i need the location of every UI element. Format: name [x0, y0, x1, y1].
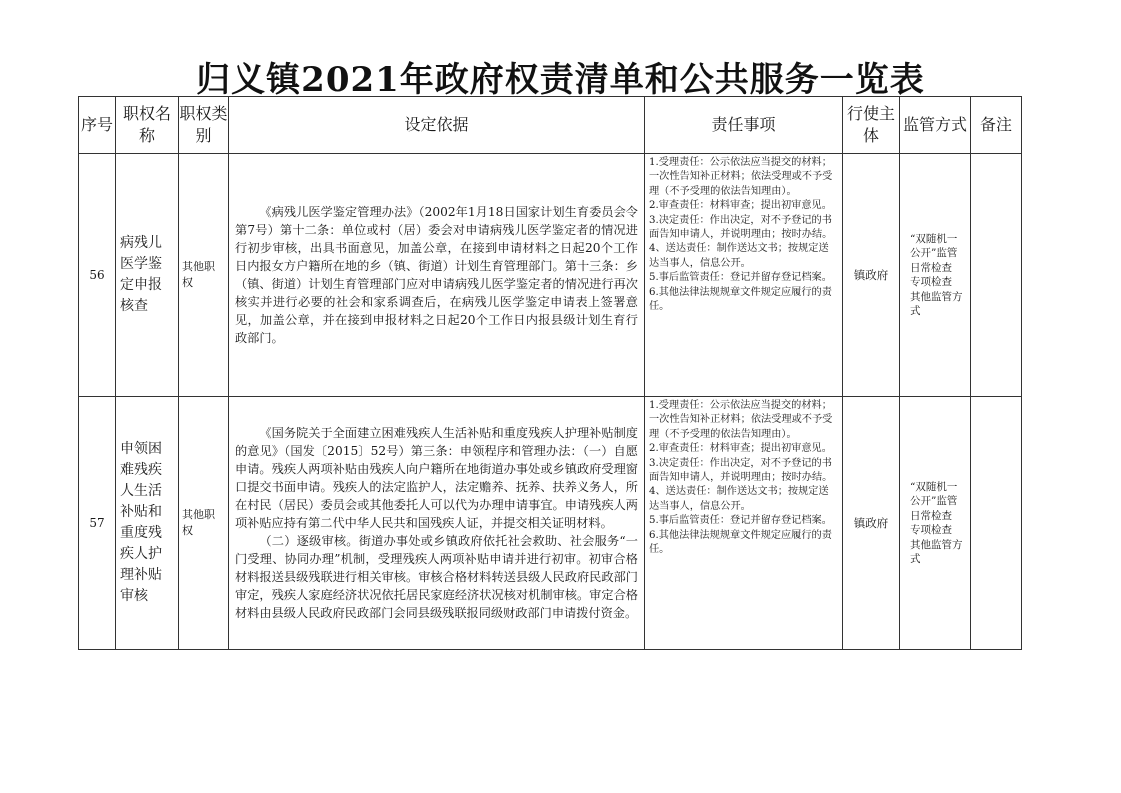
header-category: 职权类别: [179, 97, 229, 154]
responsibility-item: 2.审查责任：材料审查；提出初审意见。: [649, 200, 832, 212]
row-supervision: [900, 397, 971, 650]
header-seq: 序号: [79, 97, 116, 154]
header-supervision: 监管方式: [900, 97, 971, 154]
row-remarks: [971, 397, 1022, 650]
header-row: [79, 97, 1022, 154]
row-remarks: [971, 154, 1022, 397]
row-responsibility: [645, 397, 843, 650]
basis-paragraph: 《国务院关于全面建立困难残疾人生活补贴和重度残疾人护理补贴制度的意见》（国发〔2015〕52号）第三条：申领程序和管理办法：（一）自愿申请。残疾人两项补贴由残疾人向户籍所在地街道办事处或乡镇政府受理窗口提交书面申请。残疾人的法定监护人，法定赡养、抚养、扶养义务人，所在村民（居民）委员会或其他委托人可以代为办理申请事宜。申请残疾人两项补贴应持有第二代中华人民共和国残疾人证，并提交相关证明材料。: [235, 426, 638, 530]
header-responsibility: 责任事项: [645, 97, 843, 154]
basis-paragraph: （二）逐级审核。街道办事处或乡镇政府依托社会救助、社会服务“一门受理、协同办理”机制，受理残疾人两项补贴申请并进行初审。初审合格材料报送县级残联进行相关审核。审核合格材料转送县级人民政府民政部门审定，残疾人家庭经济状况依托居民家庭经济状况核对机制审核。审定合格材料由县级人民政府民政部门会同县级残联报同级财政部门申请拨付资金。: [235, 534, 638, 620]
row-subject: 镇政府: [843, 154, 900, 397]
table-row: [79, 154, 1022, 397]
supervision-item: “双随机一公开”监管: [910, 480, 958, 507]
row-seq: 57: [79, 397, 116, 650]
row-seq: 56: [79, 154, 116, 397]
header-name: 职权名称: [116, 97, 179, 154]
supervision-item: 专项检查: [910, 524, 952, 536]
header-basis: 设定依据: [229, 97, 645, 154]
responsibility-item: 3.决定责任：作出决定，对不予登记的书面告知申请人，并说明理由；按时办结。: [649, 214, 833, 241]
responsibility-item: 5.事后监管责任：登记并留存登记档案。: [649, 272, 832, 284]
supervision-item: 日常检查: [910, 509, 952, 522]
header-remarks: 备注: [971, 97, 1022, 154]
header-subject: 行使主体: [843, 97, 900, 154]
supervision-item: 其他监管方式: [910, 538, 963, 565]
responsibility-item: 4、送达责任：制作送达文书；按规定送达当事人，信息公开。: [649, 486, 829, 512]
row-responsibility: [645, 154, 843, 397]
row-basis: [229, 154, 645, 397]
basis-paragraph: 《病残儿医学鉴定管理办法》（2002年1月18日国家计划生育委员会令第7号）第十二条：单位或村（居）委会对申请病残儿医学鉴定者的情况进行初步审核，出具书面意见，加盖公章，在接到申请材料之日起20个工作日内报女方户籍所在地的乡（镇、街道）计划生育管理部门。第十三条：乡（镇、街道）计划生育管理部门应对申请病残儿医学鉴定者的情况进行再次核实并进行必要的社会和家系调查后，在病残儿医学鉴定申请表上签署意见，加盖公章，并在接到申报材料之日起20个工作日内报县级计划生育行政部门。: [235, 205, 638, 345]
row-power-category: 其他职权: [179, 397, 229, 650]
row-power-category: 其他职权: [179, 154, 229, 397]
row-power-name: 申领困难残疾人生活补贴和重度残疾人护理补贴审核: [116, 397, 179, 650]
responsibility-item: 4、送达责任：制作送达文书；按规定送达当事人，信息公开。: [649, 243, 829, 269]
responsibility-item: 6.其他法律法规规章文件规定应履行的责任。: [649, 286, 832, 313]
supervision-item: 其他监管方式: [910, 290, 963, 317]
document-title: 归义镇2021年政府权责清单和公共服务一览表: [196, 60, 925, 100]
row-subject: 镇政府: [843, 397, 900, 650]
responsibility-item: 6.其他法律法规规章文件规定应履行的责任。: [649, 529, 832, 556]
responsibility-item: 5.事后监管责任：登记并留存登记档案。: [649, 515, 832, 527]
supervision-item: “双随机一公开”监管: [910, 232, 958, 259]
row-power-name: 病残儿医学鉴定申报核查: [116, 154, 179, 397]
row-basis: [229, 397, 645, 650]
supervision-item: 日常检查: [910, 261, 952, 274]
supervision-item: 专项检查: [910, 276, 952, 288]
power-list-table: [78, 96, 1022, 650]
responsibility-item: 1.受理责任：公示依法应当提交的材料；一次性告知补正材料；依法受理或不予受理（不予受理的依法告知理由）。: [649, 400, 833, 440]
responsibility-item: 2.审查责任：材料审查；提出初审意见。: [649, 443, 832, 455]
table-row: [79, 397, 1022, 650]
responsibility-item: 1.受理责任：公示依法应当提交的材料；一次性告知补正材料；依法受理或不予受理（不予受理的依法告知理由）。: [649, 157, 833, 197]
row-supervision: [900, 154, 971, 397]
responsibility-item: 3.决定责任：作出决定，对不予登记的书面告知申请人，并说明理由；按时办结。: [649, 457, 833, 484]
